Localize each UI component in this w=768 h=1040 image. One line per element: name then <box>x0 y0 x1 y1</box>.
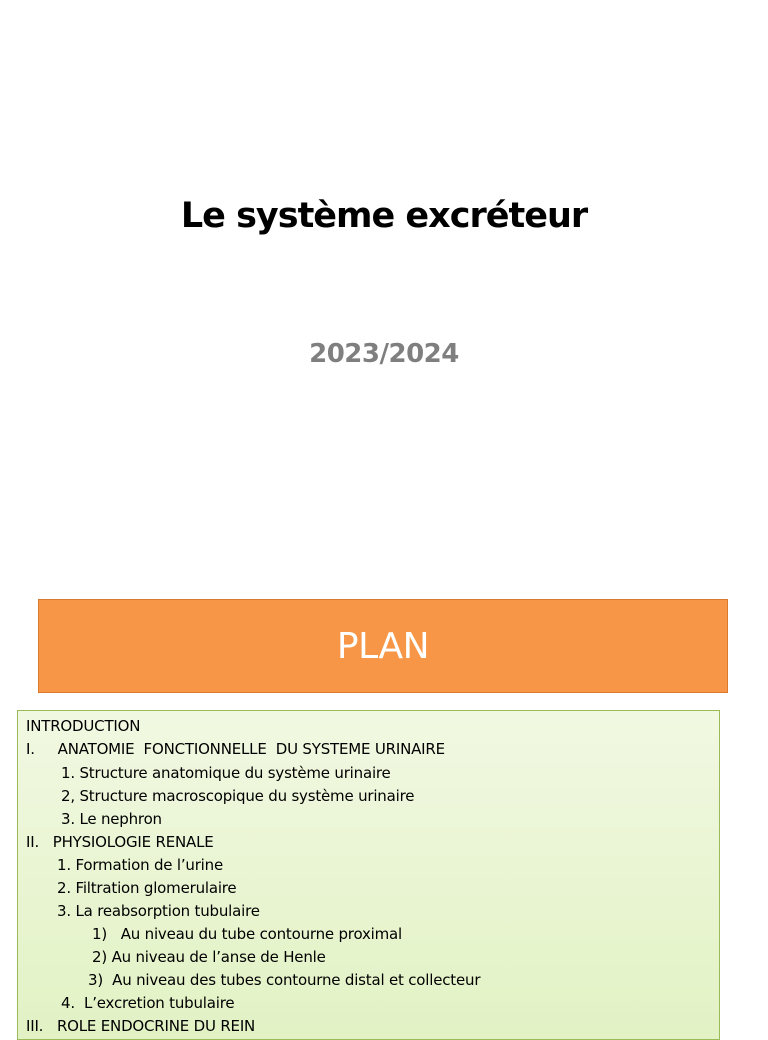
outline-line-2-1: 1. Formation de l’urine <box>57 856 223 874</box>
outline-line-section-1: I. ANATOMIE FONCTIONNELLE DU SYSTEME URINAIRE <box>26 740 445 758</box>
outline-line-2-3-3: 3) Au niveau des tubes contourne distal et collecteur <box>88 971 481 989</box>
outline-line-1-1: 1. Structure anatomique du système urinaire <box>61 764 391 782</box>
plan-outline <box>17 710 720 1040</box>
outline-line-introduction: INTRODUCTION <box>26 717 141 735</box>
plan-heading: PLAN <box>336 625 430 667</box>
outline-line-2-3: 3. La reabsorption tubulaire <box>57 902 260 920</box>
slide-title: Le système excréteur <box>180 196 588 236</box>
outline-line-1-2: 2, Structure macroscopique du système urinaire <box>61 787 415 805</box>
outline-line-section-2: II. PHYSIOLOGIE RENALE <box>26 833 214 851</box>
slide-year: 2023/2024 <box>309 339 459 369</box>
outline-line-2-4: 4. L’excretion tubulaire <box>61 994 235 1012</box>
outline-line-1-3: 3. Le nephron <box>61 810 162 828</box>
outline-line-section-3: III. ROLE ENDOCRINE DU REIN <box>26 1017 256 1035</box>
outline-line-2-3-2: 2) Au niveau de l’anse de Henle <box>92 948 326 966</box>
outline-line-2-3-1: 1) Au niveau du tube contourne proximal <box>92 925 402 943</box>
plan-header <box>38 599 728 693</box>
outline-line-2-2: 2. Filtration glomerulaire <box>57 879 237 897</box>
